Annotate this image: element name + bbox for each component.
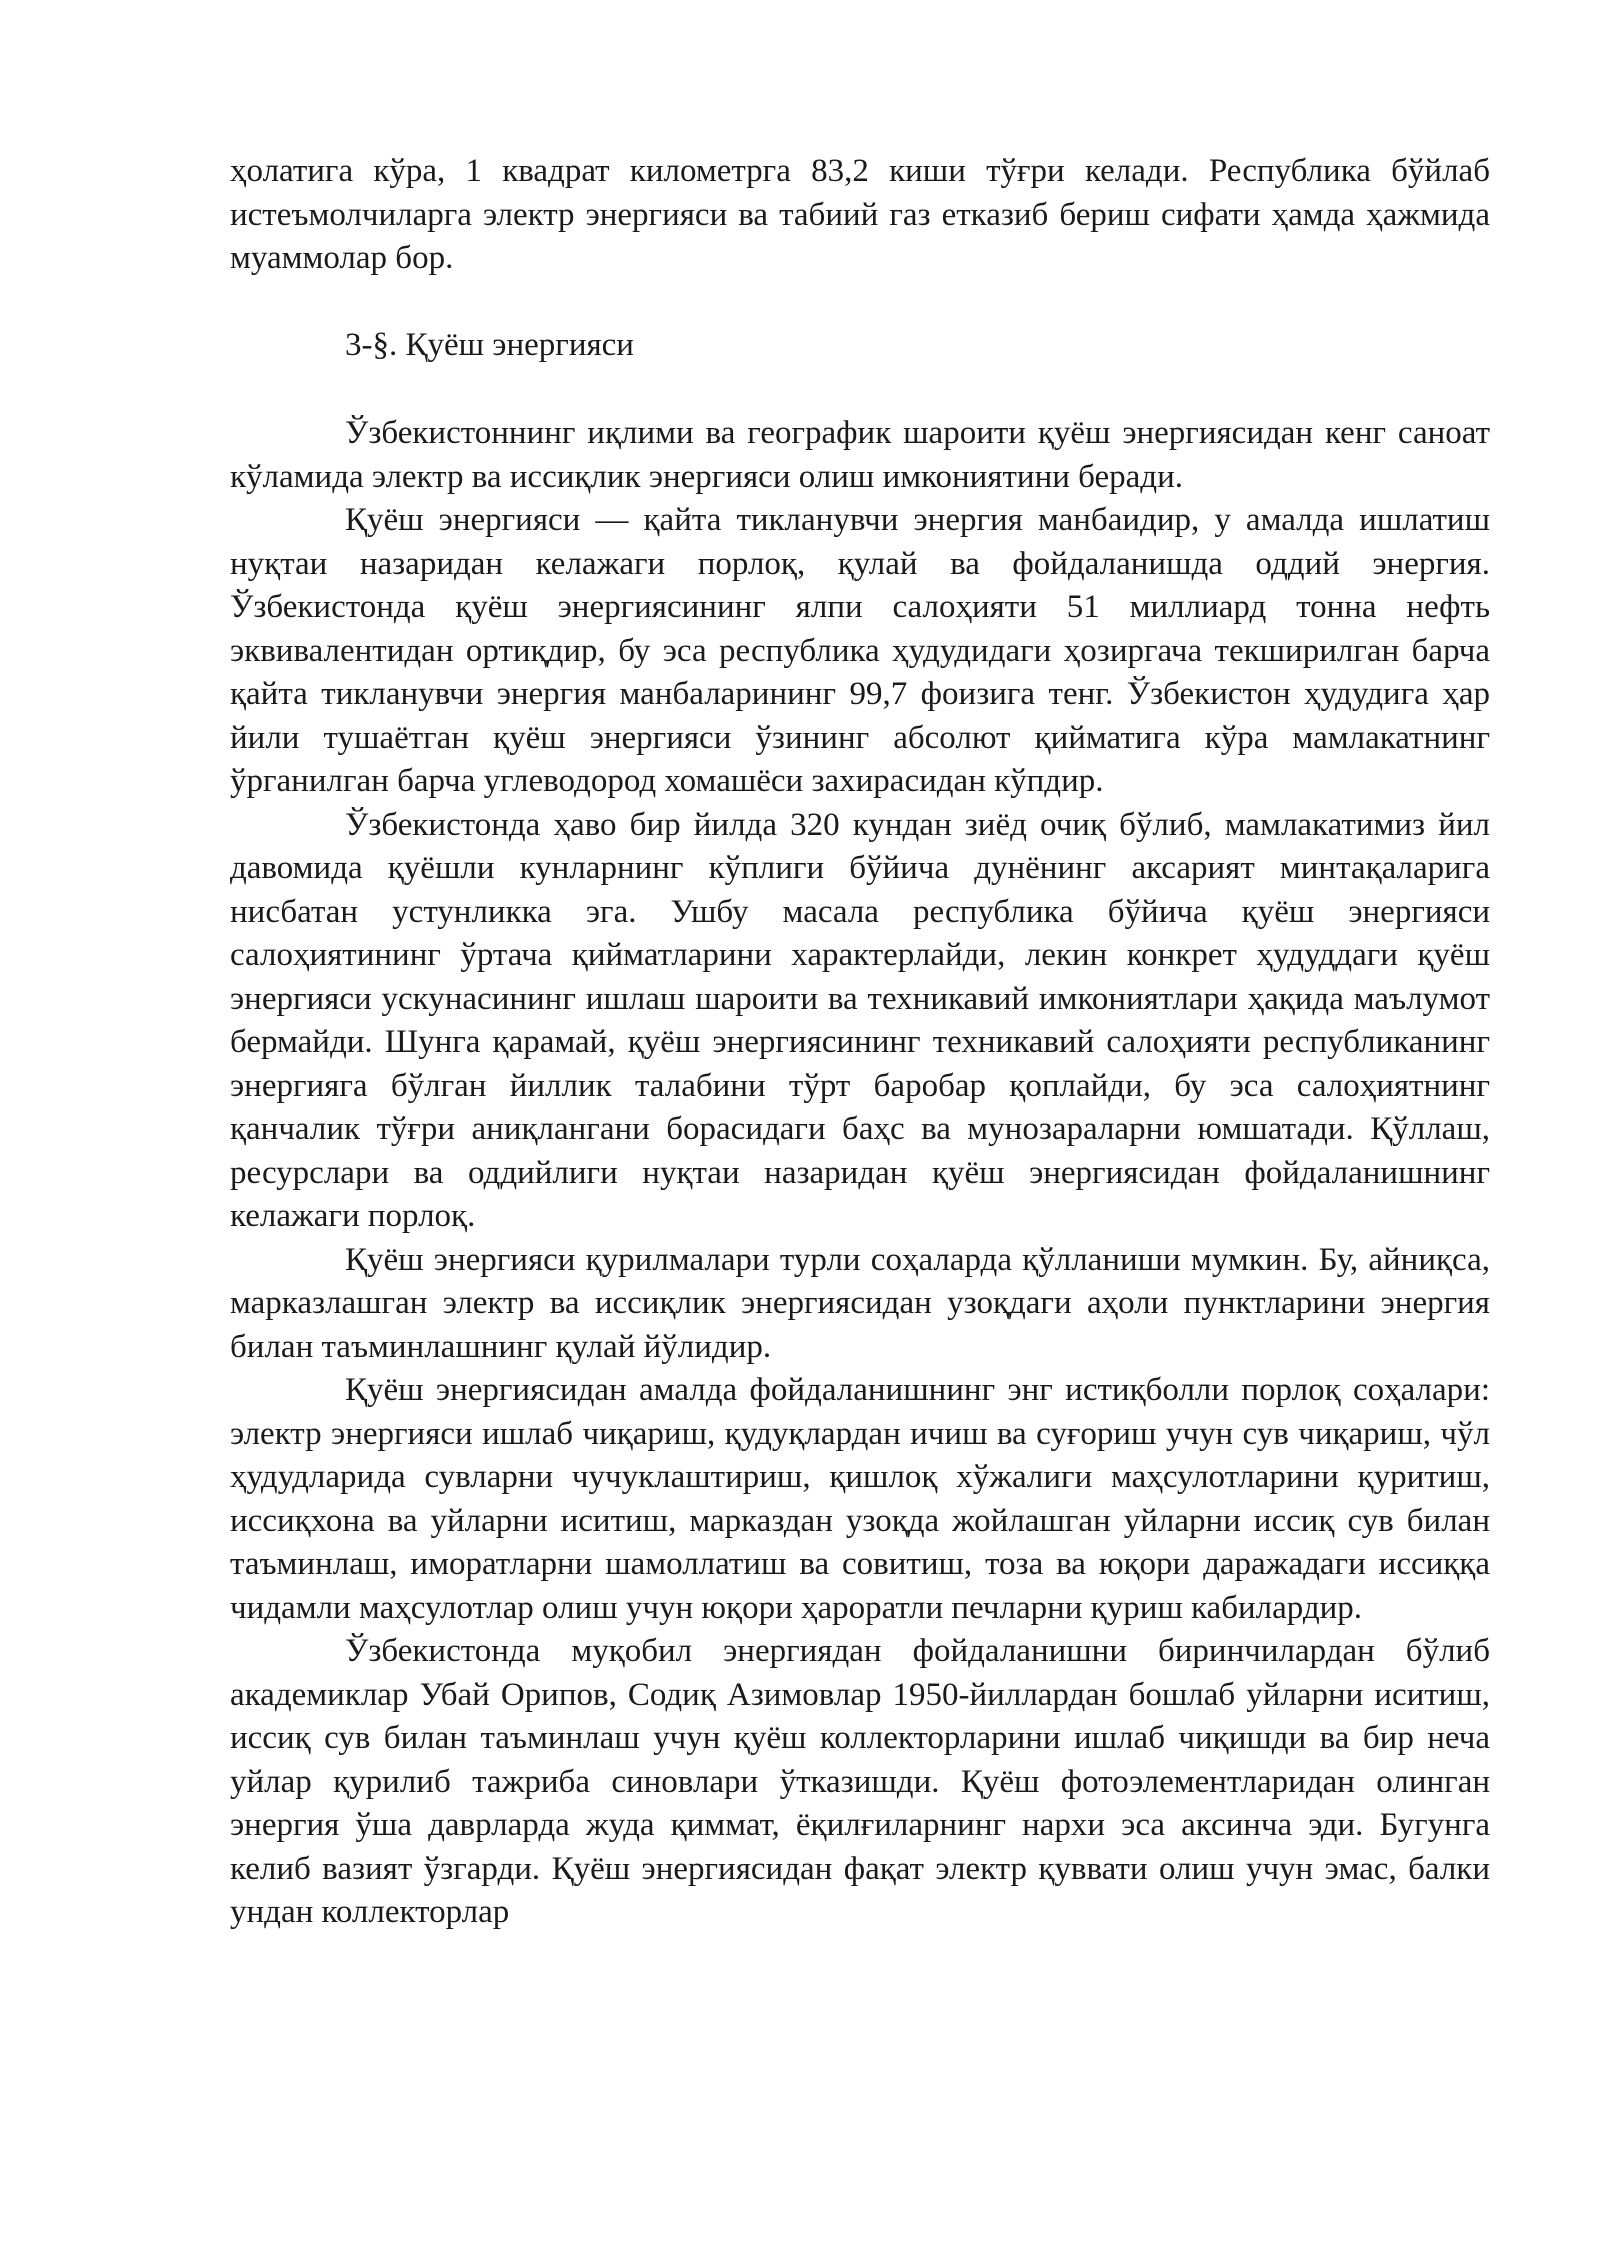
section-heading: 3-§. Қуёш энергияси <box>345 326 634 363</box>
paragraph-solar-potential: Қуёш энергияси — қайта тикланувчи энергия манбаидир, у амалда ишлатиш нуқтаи назаридан келажаги порлоқ, қулай ва фойдаланишда оддий энергия. Ўзбекистонда қуёш энергиясининг ялпи салоҳияти 51 миллиард тонна нефть эквивалентидан ортиқдир, бу эса республика ҳудудидаги ҳозиргача текширилган барча қайта тикланувчи энергия манбаларининг 99,7 фоизига тенг. Ўзбекистон ҳудудига ҳар йили тушаётган қуёш энергияси ўзининг абсолют қийматига кўра мамлакатнинг ўрганилган барча углеводород хомашёси захирасидан кўпдир. <box>230 502 1490 799</box>
paragraph-climate: Ўзбекистоннинг иқлими ва географик шароити қуёш энергиясидан кенг саноат кўламида электр ва иссиқлик энергияси олиш имкониятини беради. <box>230 415 1490 495</box>
continuation-paragraph: ҳолатига кўра, 1 квадрат километрга 83,2 киши тўғри келади. Республика бўйлаб истеъмолчиларга электр энергияси ва табиий газ етказиб бериш сифати ҳамда ҳажмида муаммолар бор. <box>230 153 1490 276</box>
paragraph-applications: Қуёш энергияси қурилмалари турли соҳаларда қўлланиши мумкин. Бу, айниқса, марказлашган электр ва иссиқлик энергиясидан узоқдаги аҳоли пунктларини энергия билан таъминлашнинг қулай йўлидир. <box>230 1241 1490 1365</box>
paragraph-promising-areas: Қуёш энергиясидан амалда фойдаланишнинг энг истиқболли порлоқ соҳалари: электр энергияси ишлаб чиқариш, қудуқлардан ичиш ва суғориш учун сув чиқариш, чўл ҳудудларида сувларни чучуклаштириш, қишлоқ хўжалиги маҳсулотларини қуритиш, иссиқхона ва уйларни иситиш, марказдан узоқда жойлашган уйларни иссиқ сув билан таъминлаш, иморатларни шамоллатиш ва совитиш, тоза ва юқори даражадаги иссиққа чидамли маҳсулотлар олиш учун юқори ҳароратли печларни қуриш кабилардир. <box>230 1372 1490 1626</box>
page-text-column <box>230 150 1490 1935</box>
paragraph-sunny-days: Ўзбекистонда ҳаво бир йилда 320 кундан зиёд очиқ бўлиб, мамлакатимиз йил давомида қуёшли кунларнинг кўплиги бўйича дунёнинг аксарият минтақаларига нисбатан устунликка эга. Ушбу масала республика бўйича қуёш энергияси салоҳиятининг ўртача қийматларини характерлайди, лекин конкрет ҳудуддаги қуёш энергияси ускунасининг ишлаш шароити ва техникавий имкониятлари ҳақида маълумот бермайди. Шунга қарамай, қуёш энергиясининг техникавий салоҳияти республиканинг энергияга бўлган йиллик талабини тўрт баробар қоплайди, бу эса салоҳиятнинг қанчалик тўғри аниқлангани борасидаги баҳс ва мунозараларни юмшатади. Қўллаш, ресурслари ва оддийлиги нуқтаи назаридан қуёш энергиясидан фойдаланишнинг келажаги порлоқ. <box>230 806 1490 1234</box>
paragraph-history: Ўзбекистонда муқобил энергиядан фойдаланишни биринчилардан бўлиб академиклар Убай Орипов, Содиқ Азимовлар 1950-йиллардан бошлаб уйларни иситиш, иссиқ сув билан таъминлаш учун қуёш коллекторларини ишлаб чиқишди ва бир неча уйлар қурилиб тажриба синовлари ўтказишди. Қуёш фотоэлементларидан олинган энергия ўша даврларда жуда қиммат, ёқилғиларнинг нархи эса аксинча эди. Бугунга келиб вазият ўзгарди. Қуёш энергиясидан фақат электр қуввати олиш учун эмас, балки ундан коллекторлар <box>230 1633 1490 1930</box>
